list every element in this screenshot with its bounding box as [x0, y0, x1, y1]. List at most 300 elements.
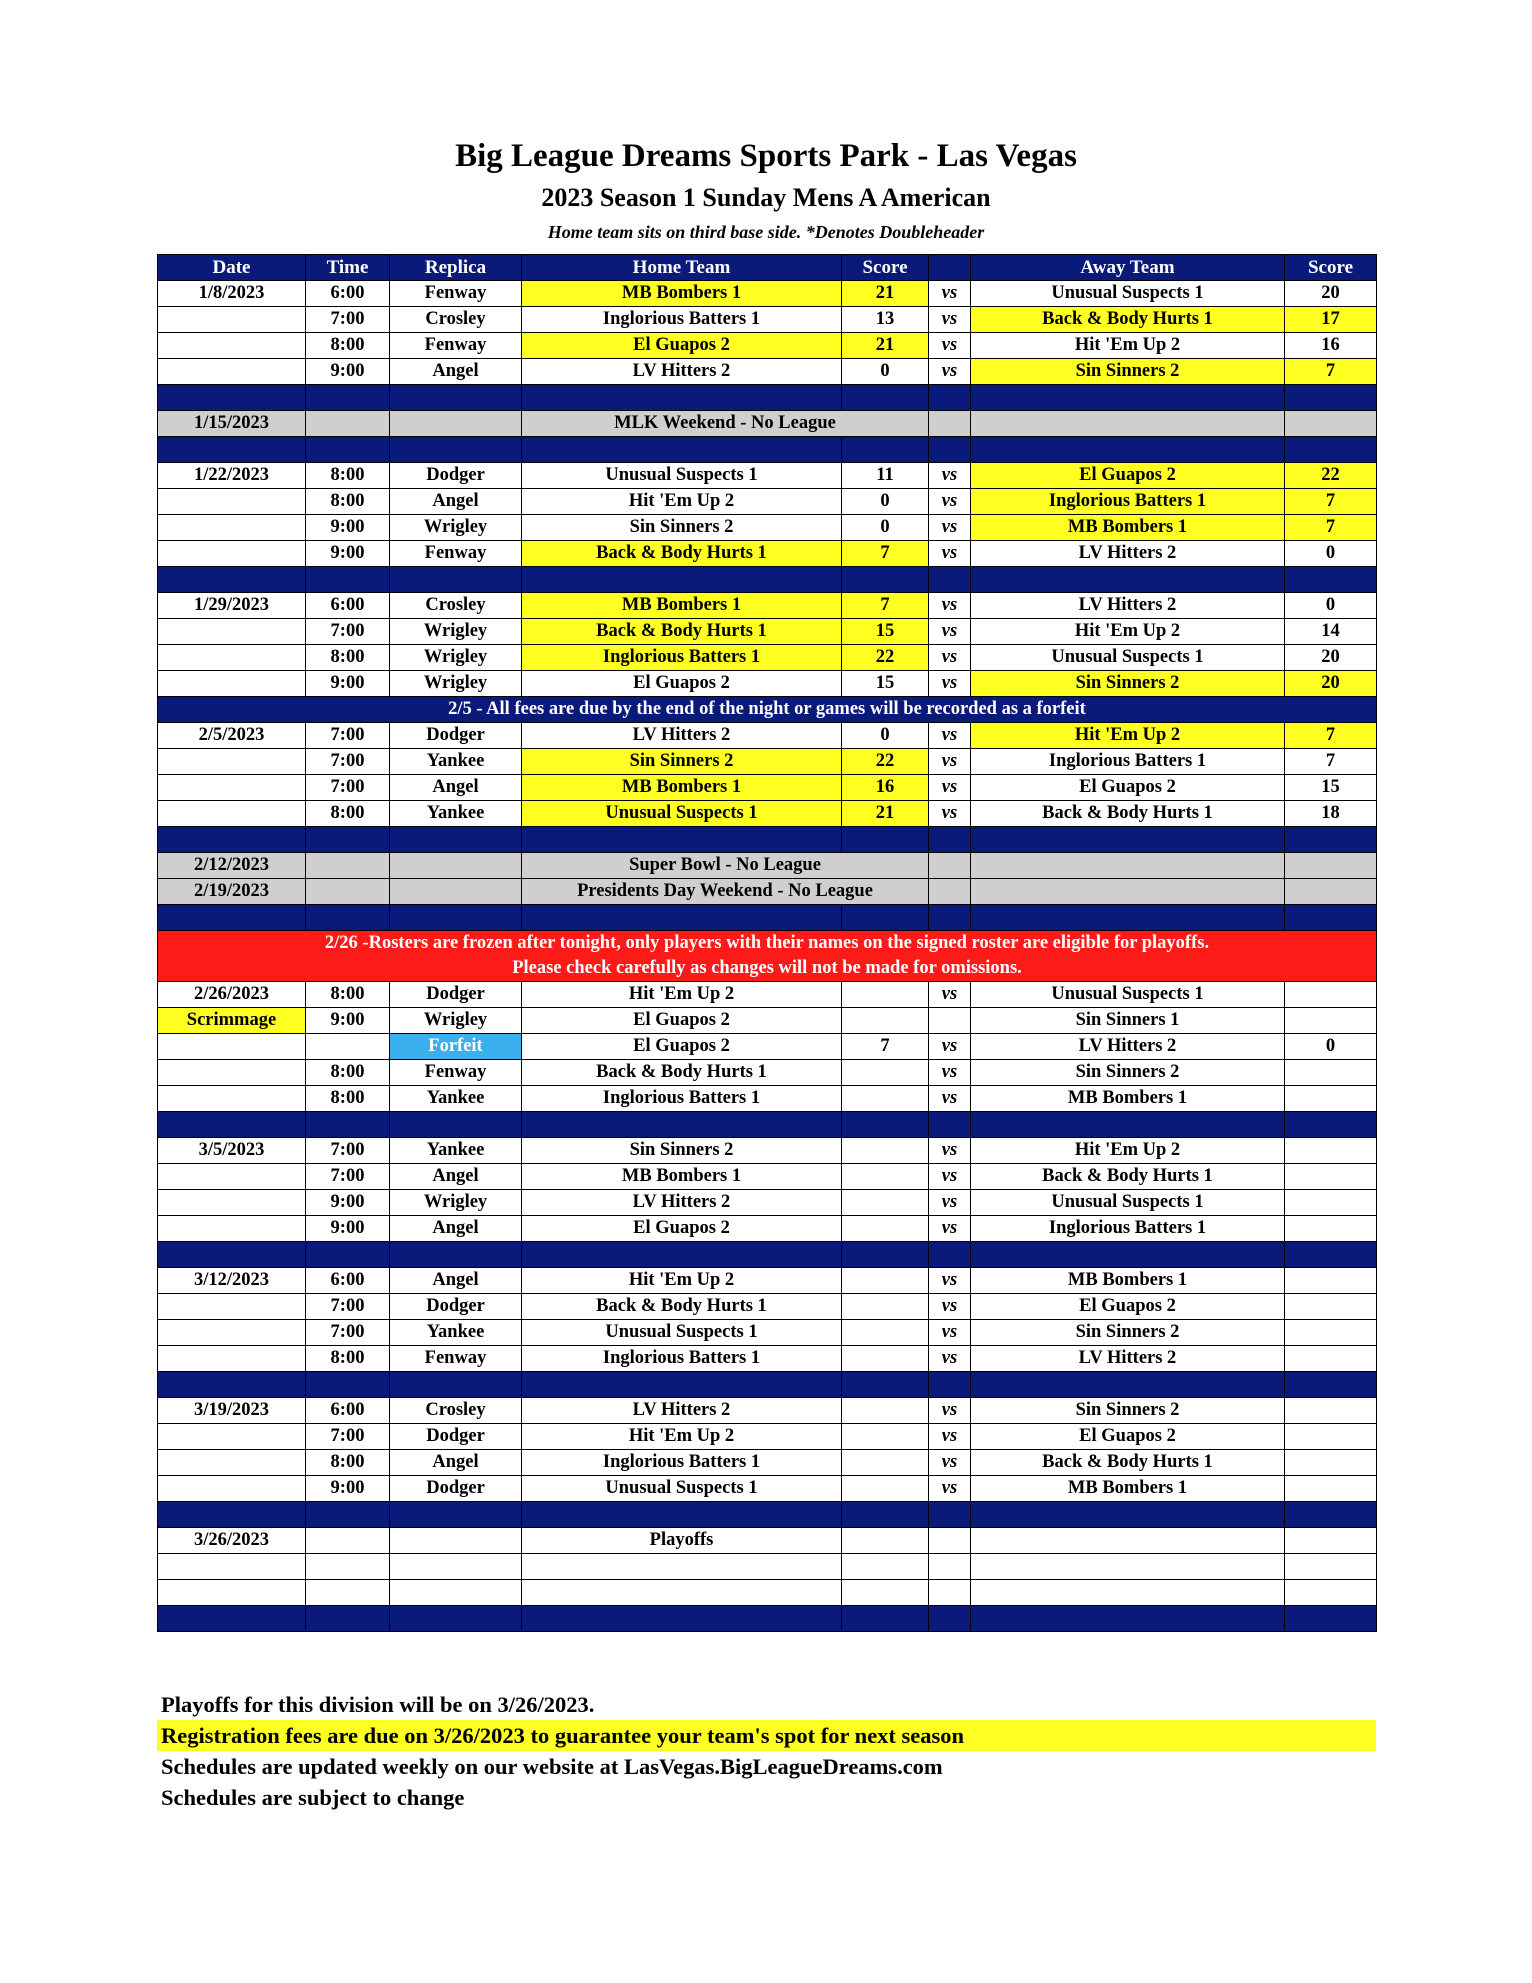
- separator-cell: [158, 1372, 306, 1398]
- separator-cell: [158, 827, 306, 853]
- game-row: [158, 463, 1377, 489]
- away-score-cell: [1285, 1554, 1377, 1580]
- replica-cell: Fenway: [390, 1346, 522, 1372]
- separator-cell: [842, 1606, 929, 1632]
- separator-cell: [158, 905, 306, 931]
- time-cell: 7:00: [306, 723, 390, 749]
- separator-cell: [842, 567, 929, 593]
- home-score-cell: 21: [842, 281, 929, 307]
- time-cell: [306, 879, 390, 905]
- replica-cell: Crosley: [390, 307, 522, 333]
- vs-cell: vs: [929, 723, 971, 749]
- home-team-cell: LV Hitters 2: [522, 1398, 842, 1424]
- game-row: [158, 1476, 1377, 1502]
- col-away-score: Score: [1285, 255, 1377, 281]
- date-cell: [158, 1294, 306, 1320]
- game-row: [158, 775, 1377, 801]
- date-cell: [158, 541, 306, 567]
- separator-cell: [842, 1372, 929, 1398]
- date-cell: 2/5/2023: [158, 723, 306, 749]
- separator-cell: [158, 567, 306, 593]
- date-cell: [158, 1320, 306, 1346]
- week-separator: [158, 1372, 1377, 1398]
- separator-cell: [522, 437, 842, 463]
- game-row: [158, 1398, 1377, 1424]
- home-team-cell: Inglorious Batters 1: [522, 1450, 842, 1476]
- game-row: [158, 515, 1377, 541]
- vs-cell: vs: [929, 1164, 971, 1190]
- separator-cell: [306, 905, 390, 931]
- game-row: [158, 1060, 1377, 1086]
- vs-cell: vs: [929, 593, 971, 619]
- separator-cell: [971, 1242, 1285, 1268]
- home-team-cell: [522, 1580, 842, 1606]
- home-team-cell: El Guapos 2: [522, 1008, 842, 1034]
- time-cell: 9:00: [306, 541, 390, 567]
- away-team-cell: LV Hitters 2: [971, 541, 1285, 567]
- away-team-cell: Hit 'Em Up 2: [971, 1138, 1285, 1164]
- date-cell: [158, 1580, 306, 1606]
- vs-cell: vs: [929, 359, 971, 385]
- replica-cell: Fenway: [390, 1060, 522, 1086]
- separator-cell: [1285, 1372, 1377, 1398]
- separator-cell: [306, 437, 390, 463]
- away-score-cell: [1285, 1346, 1377, 1372]
- away-team-cell: Sin Sinners 2: [971, 671, 1285, 697]
- away-score-cell: 0: [1285, 593, 1377, 619]
- game-row: [158, 1216, 1377, 1242]
- time-cell: 9:00: [306, 515, 390, 541]
- home-score-cell: [842, 1320, 929, 1346]
- game-row: [158, 1294, 1377, 1320]
- game-row: [158, 1268, 1377, 1294]
- home-score-cell: [842, 1268, 929, 1294]
- separator-cell: [842, 385, 929, 411]
- home-score-cell: 0: [842, 723, 929, 749]
- no-league-text: MLK Weekend - No League: [522, 411, 929, 437]
- replica-cell: Angel: [390, 359, 522, 385]
- date-cell: 1/8/2023: [158, 281, 306, 307]
- no-league-row: [158, 411, 1377, 437]
- home-score-cell: [842, 1138, 929, 1164]
- col-home-team: Home Team: [522, 255, 842, 281]
- game-row: [158, 593, 1377, 619]
- separator-cell: [390, 437, 522, 463]
- home-team-cell: Back & Body Hurts 1: [522, 619, 842, 645]
- away-score-cell: [1285, 1268, 1377, 1294]
- separator-cell: [522, 1372, 842, 1398]
- away-team-cell: Hit 'Em Up 2: [971, 619, 1285, 645]
- vs-cell: [929, 1554, 971, 1580]
- away-team-cell: Sin Sinners 2: [971, 1060, 1285, 1086]
- away-score-cell: 7: [1285, 359, 1377, 385]
- separator-cell: [306, 1372, 390, 1398]
- separator-cell: [1285, 1502, 1377, 1528]
- date-cell: [158, 1060, 306, 1086]
- time-cell: 7:00: [306, 749, 390, 775]
- replica-cell: Wrigley: [390, 1190, 522, 1216]
- home-team-cell: Hit 'Em Up 2: [522, 489, 842, 515]
- separator-cell: [158, 1606, 306, 1632]
- home-score-cell: 7: [842, 541, 929, 567]
- game-row: [158, 982, 1377, 1008]
- week-separator: [158, 1112, 1377, 1138]
- date-cell: [158, 801, 306, 827]
- home-team-cell: LV Hitters 2: [522, 359, 842, 385]
- separator-cell: [929, 1372, 971, 1398]
- separator-cell: [929, 827, 971, 853]
- away-score-cell: 14: [1285, 619, 1377, 645]
- away-team-cell: Unusual Suspects 1: [971, 982, 1285, 1008]
- home-score-cell: 7: [842, 1034, 929, 1060]
- replica-cell: Angel: [390, 489, 522, 515]
- time-cell: 6:00: [306, 281, 390, 307]
- vs-cell: vs: [929, 515, 971, 541]
- replica-cell: Dodger: [390, 1294, 522, 1320]
- replica-cell: Dodger: [390, 1476, 522, 1502]
- separator-cell: [522, 1606, 842, 1632]
- separator-cell: [842, 1242, 929, 1268]
- away-team-cell: MB Bombers 1: [971, 515, 1285, 541]
- vs-cell: [929, 853, 971, 879]
- home-team-cell: MB Bombers 1: [522, 1164, 842, 1190]
- separator-cell: [842, 437, 929, 463]
- time-cell: 7:00: [306, 619, 390, 645]
- separator-cell: [390, 567, 522, 593]
- separator-cell: [842, 827, 929, 853]
- game-row: [158, 281, 1377, 307]
- week-separator: [158, 1606, 1377, 1632]
- home-score-cell: 22: [842, 645, 929, 671]
- home-score-cell: [842, 1476, 929, 1502]
- vs-cell: vs: [929, 775, 971, 801]
- away-team-cell: Sin Sinners 1: [971, 1008, 1285, 1034]
- home-team-cell: Unusual Suspects 1: [522, 1320, 842, 1346]
- time-cell: 7:00: [306, 775, 390, 801]
- time-cell: 8:00: [306, 1346, 390, 1372]
- away-team-cell: LV Hitters 2: [971, 593, 1285, 619]
- away-score-cell: 20: [1285, 281, 1377, 307]
- game-row: [158, 1346, 1377, 1372]
- separator-cell: [929, 385, 971, 411]
- vs-cell: vs: [929, 671, 971, 697]
- date-cell: [158, 1424, 306, 1450]
- home-score-cell: 15: [842, 619, 929, 645]
- vs-cell: vs: [929, 1216, 971, 1242]
- no-league-row: [158, 879, 1377, 905]
- home-score-cell: [842, 1294, 929, 1320]
- replica-cell: Dodger: [390, 1424, 522, 1450]
- home-team-cell: MB Bombers 1: [522, 281, 842, 307]
- no-league-text: Presidents Day Weekend - No League: [522, 879, 929, 905]
- away-score-cell: [1285, 1008, 1377, 1034]
- separator-cell: [306, 385, 390, 411]
- schedule-table: [157, 254, 1377, 1632]
- away-score-cell: 22: [1285, 463, 1377, 489]
- time-cell: 8:00: [306, 1450, 390, 1476]
- separator-cell: [842, 905, 929, 931]
- separator-cell: [929, 437, 971, 463]
- home-team-cell: LV Hitters 2: [522, 1190, 842, 1216]
- vs-cell: vs: [929, 1398, 971, 1424]
- game-row: [158, 645, 1377, 671]
- date-cell: 1/15/2023: [158, 411, 306, 437]
- col-vs: [929, 255, 971, 281]
- replica-cell: Crosley: [390, 1398, 522, 1424]
- time-cell: 7:00: [306, 1424, 390, 1450]
- week-separator: [158, 905, 1377, 931]
- separator-cell: [522, 1242, 842, 1268]
- away-score-cell: [1285, 1320, 1377, 1346]
- away-score-cell: [1285, 1476, 1377, 1502]
- time-cell: 7:00: [306, 1294, 390, 1320]
- away-cell: [971, 411, 1285, 437]
- replica-cell: Wrigley: [390, 671, 522, 697]
- separator-cell: [522, 385, 842, 411]
- vs-cell: vs: [929, 1086, 971, 1112]
- away-team-cell: Unusual Suspects 1: [971, 645, 1285, 671]
- replica-cell: [390, 1554, 522, 1580]
- away-score-cell: [1285, 1424, 1377, 1450]
- separator-cell: [971, 905, 1285, 931]
- home-score-cell: [842, 1554, 929, 1580]
- game-row: [158, 1580, 1377, 1606]
- separator-cell: [390, 1112, 522, 1138]
- vs-cell: vs: [929, 1320, 971, 1346]
- vs-cell: vs: [929, 1294, 971, 1320]
- time-cell: [306, 1528, 390, 1554]
- separator-cell: [929, 567, 971, 593]
- vs-cell: [929, 1528, 971, 1554]
- separator-cell: [1285, 1112, 1377, 1138]
- away-team-cell: Inglorious Batters 1: [971, 489, 1285, 515]
- date-cell: [158, 333, 306, 359]
- away-score-cell: 18: [1285, 801, 1377, 827]
- replica-cell: Forfeit: [390, 1034, 522, 1060]
- separator-cell: [971, 437, 1285, 463]
- game-row: [158, 749, 1377, 775]
- separator-cell: [842, 1112, 929, 1138]
- page-subtitle: 2023 Season 1 Sunday Mens A American: [541, 183, 991, 212]
- home-score-cell: [842, 982, 929, 1008]
- separator-cell: [158, 1242, 306, 1268]
- game-row: [158, 619, 1377, 645]
- replica-cell: [390, 1528, 522, 1554]
- replica-cell: Wrigley: [390, 619, 522, 645]
- replica-cell: [390, 411, 522, 437]
- game-row: [158, 1164, 1377, 1190]
- date-cell: [158, 1346, 306, 1372]
- date-cell: 1/29/2023: [158, 593, 306, 619]
- date-cell: 3/19/2023: [158, 1398, 306, 1424]
- home-team-cell: El Guapos 2: [522, 333, 842, 359]
- away-score-cell: 0: [1285, 1034, 1377, 1060]
- home-team-cell: MB Bombers 1: [522, 593, 842, 619]
- game-row: [158, 1424, 1377, 1450]
- game-row: [158, 801, 1377, 827]
- home-score-cell: [842, 1580, 929, 1606]
- game-row: [158, 1554, 1377, 1580]
- away-score-cell: 7: [1285, 749, 1377, 775]
- col-replica: Replica: [390, 255, 522, 281]
- vs-cell: vs: [929, 1034, 971, 1060]
- separator-cell: [306, 1242, 390, 1268]
- separator-cell: [390, 827, 522, 853]
- home-score-cell: 22: [842, 749, 929, 775]
- footer-registration: Registration fees are due on 3/26/2023 to guarantee your team's spot for next season: [157, 1720, 1376, 1751]
- separator-cell: [1285, 1242, 1377, 1268]
- home-score-cell: 16: [842, 775, 929, 801]
- date-cell: 2/19/2023: [158, 879, 306, 905]
- separator-cell: [306, 827, 390, 853]
- away-team-cell: Hit 'Em Up 2: [971, 723, 1285, 749]
- away-score-cell: 15: [1285, 775, 1377, 801]
- away-team-cell: Back & Body Hurts 1: [971, 307, 1285, 333]
- separator-cell: [522, 1502, 842, 1528]
- away-score-cell: [1285, 1398, 1377, 1424]
- game-row: [158, 671, 1377, 697]
- separator-cell: [390, 1606, 522, 1632]
- home-score-cell: [842, 1528, 929, 1554]
- away-score-cell: [1285, 853, 1377, 879]
- date-cell: [158, 775, 306, 801]
- home-score-cell: [842, 1060, 929, 1086]
- separator-cell: [1285, 1606, 1377, 1632]
- separator-cell: [1285, 385, 1377, 411]
- replica-cell: Fenway: [390, 281, 522, 307]
- home-score-cell: 13: [842, 307, 929, 333]
- game-row: [158, 1008, 1377, 1034]
- time-cell: 8:00: [306, 982, 390, 1008]
- away-team-cell: MB Bombers 1: [971, 1268, 1285, 1294]
- date-cell: Scrimmage: [158, 1008, 306, 1034]
- time-cell: 9:00: [306, 1190, 390, 1216]
- week-separator: [158, 1242, 1377, 1268]
- separator-cell: [306, 1502, 390, 1528]
- away-score-cell: [1285, 1086, 1377, 1112]
- replica-cell: Dodger: [390, 723, 522, 749]
- home-team-cell: Sin Sinners 2: [522, 515, 842, 541]
- roster-notice-row: [158, 956, 1377, 982]
- home-score-cell: [842, 1424, 929, 1450]
- away-score-cell: [1285, 1060, 1377, 1086]
- away-cell: [971, 853, 1285, 879]
- separator-cell: [971, 1502, 1285, 1528]
- away-score-cell: 7: [1285, 489, 1377, 515]
- separator-cell: [390, 385, 522, 411]
- replica-cell: Crosley: [390, 593, 522, 619]
- time-cell: 8:00: [306, 1086, 390, 1112]
- home-score-cell: [842, 1190, 929, 1216]
- vs-cell: [929, 1008, 971, 1034]
- home-team-cell: MB Bombers 1: [522, 775, 842, 801]
- vs-cell: vs: [929, 1138, 971, 1164]
- home-team-cell: Unusual Suspects 1: [522, 463, 842, 489]
- home-score-cell: 0: [842, 489, 929, 515]
- week-separator: [158, 567, 1377, 593]
- home-score-cell: 15: [842, 671, 929, 697]
- separator-cell: [306, 1606, 390, 1632]
- time-cell: 8:00: [306, 463, 390, 489]
- time-cell: 9:00: [306, 671, 390, 697]
- away-score-cell: [1285, 1450, 1377, 1476]
- home-team-cell: Sin Sinners 2: [522, 749, 842, 775]
- date-cell: 3/5/2023: [158, 1138, 306, 1164]
- game-row: [158, 1138, 1377, 1164]
- home-team-note: Home team sits on third base side. *Denotes Doubleheader: [547, 222, 985, 242]
- home-score-cell: [842, 1164, 929, 1190]
- time-cell: [306, 411, 390, 437]
- vs-cell: vs: [929, 463, 971, 489]
- away-score-cell: 17: [1285, 307, 1377, 333]
- home-score-cell: 21: [842, 333, 929, 359]
- game-row: [158, 359, 1377, 385]
- away-score-cell: [1285, 1190, 1377, 1216]
- home-team-cell: Unusual Suspects 1: [522, 1476, 842, 1502]
- away-score-cell: 7: [1285, 515, 1377, 541]
- fee-notice-row: [158, 697, 1377, 723]
- home-team-cell: Back & Body Hurts 1: [522, 1294, 842, 1320]
- footer-website: Schedules are updated weekly on our website at LasVegas.BigLeagueDreams.com: [161, 1754, 943, 1779]
- game-row: [158, 1034, 1377, 1060]
- vs-cell: vs: [929, 982, 971, 1008]
- date-cell: 3/26/2023: [158, 1528, 306, 1554]
- away-score-cell: 7: [1285, 723, 1377, 749]
- time-cell: 8:00: [306, 801, 390, 827]
- date-cell: 3/12/2023: [158, 1268, 306, 1294]
- replica-cell: Wrigley: [390, 645, 522, 671]
- separator-cell: [929, 1242, 971, 1268]
- replica-cell: Yankee: [390, 1138, 522, 1164]
- away-score-cell: [1285, 982, 1377, 1008]
- separator-cell: [971, 385, 1285, 411]
- home-team-cell: Back & Body Hurts 1: [522, 541, 842, 567]
- away-team-cell: [971, 1580, 1285, 1606]
- separator-cell: [522, 567, 842, 593]
- home-team-cell: [522, 1554, 842, 1580]
- date-cell: [158, 749, 306, 775]
- vs-cell: vs: [929, 801, 971, 827]
- vs-cell: vs: [929, 645, 971, 671]
- game-row: [158, 333, 1377, 359]
- home-score-cell: 21: [842, 801, 929, 827]
- date-cell: [158, 1086, 306, 1112]
- home-team-cell: Inglorious Batters 1: [522, 645, 842, 671]
- separator-cell: [390, 905, 522, 931]
- replica-cell: Dodger: [390, 982, 522, 1008]
- time-cell: 6:00: [306, 1398, 390, 1424]
- separator-cell: [971, 567, 1285, 593]
- away-team-cell: Back & Body Hurts 1: [971, 1450, 1285, 1476]
- replica-cell: [390, 1580, 522, 1606]
- no-league-text: Super Bowl - No League: [522, 853, 929, 879]
- home-score-cell: [842, 1398, 929, 1424]
- vs-cell: vs: [929, 749, 971, 775]
- separator-cell: [929, 905, 971, 931]
- date-cell: [158, 307, 306, 333]
- col-away-team: Away Team: [971, 255, 1285, 281]
- time-cell: 8:00: [306, 645, 390, 671]
- roster-notice-row: [158, 931, 1377, 957]
- game-row: [158, 489, 1377, 515]
- home-score-cell: 0: [842, 515, 929, 541]
- replica-cell: Fenway: [390, 541, 522, 567]
- separator-cell: [971, 1606, 1285, 1632]
- home-team-cell: El Guapos 2: [522, 1216, 842, 1242]
- home-team-cell: Inglorious Batters 1: [522, 1346, 842, 1372]
- replica-cell: Wrigley: [390, 515, 522, 541]
- replica-cell: Yankee: [390, 1086, 522, 1112]
